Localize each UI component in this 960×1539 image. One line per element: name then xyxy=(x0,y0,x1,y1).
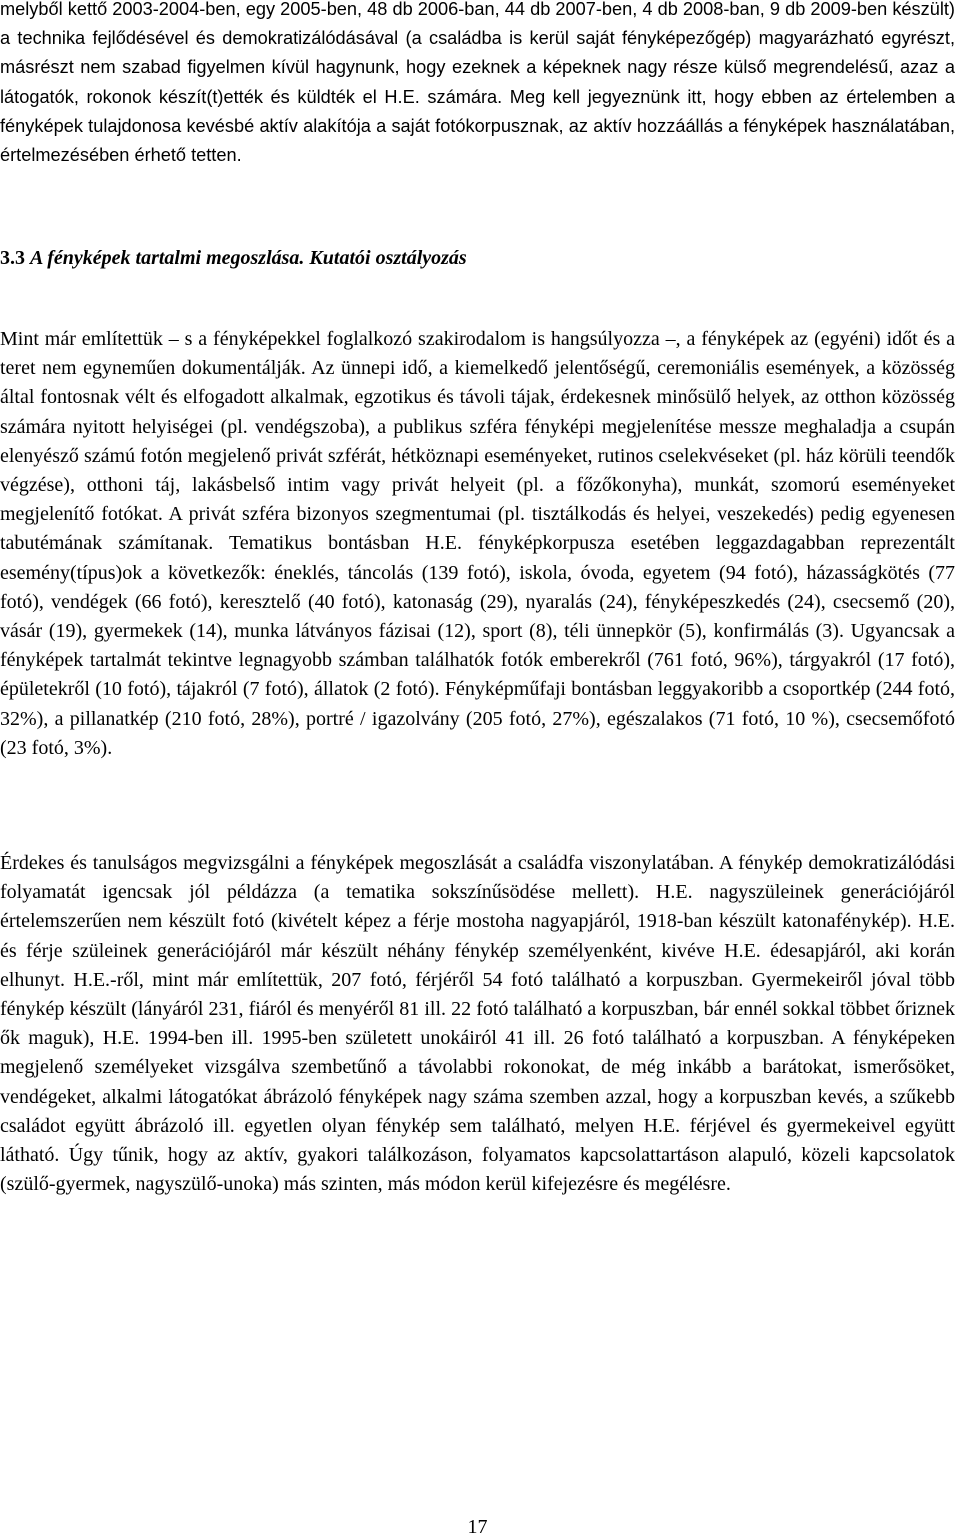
body-paragraph-1: Mint már említettük – s a fényképekkel foglalkozó szakirodalom is hangsúlyozza –, a fényképek az (egyéni) időt és a teret nem egyneműen dokumentálják. Az ünnepi idő, a kiemelkedő jelentőségű, ceremoniális események, a közösség által fontosnak vélt és elfogadott alkalmak, egzotikus és távoli tájak, érdekesnek minősülő helyek, az otthon közösség számára nyitott helyiségei (pl. vendégszoba), a publikus szféra fényképi megjelenítése messze meghaladja a csupán elenyésző számú fotón megjelenő privát szférát, hétköznapi eseményeket, rutinos cselekvéseket (pl. ház körüli teendők végzése), otthoni táj, lakásbelső intim vagy privát helyeit (pl. a főzőkonyha), munkát, szomorú eseményeket megjelenítő fotókat. A privát szféra bizonyos szegmentumai (pl. tisztálkodás és helyei, veszekedés) pedig egyenesen tabutémának számítanak. Tematikus bontásban H.E. fényképkorpusza esetében leggazdagabban reprezentált esemény(típus)ok a következők: éneklés, táncolás (139 fotó), iskola, óvoda, egyetem (94 fotó), házasságkötés (77 fotó), vendégek (66 fotó), keresztelő (40 fotó), katonaság (29), nyaralás (24), fényképeszkedés (24), csecsemő (20), vásár (19), gyermekek (14), munka látványos fázisai (12), sport (8), téli ünnepkör (5), konfirmálás (3). Ugyancsak a fényképek tartalmát tekintve legnagyobb számban találhatók fotók emberekről (761 fotó, 96%), tárgyakról (17 fotó), épületekről (10 fotó), tájakról (7 fotó), állatok (2 fotó). Fényképműfaji bontásban leggyakoribb a csoportkép (244 fotó, 32%), a pillanatkép (210 fotó, 28%), portré / igazolvány (205 fotó, 27%), egészalakos (71 fotó, 10 %), csecsemőfotó (23 fotó, 3%). xyxy=(0,328,955,759)
section-title: A fényképek tartalmi megoszlása. Kutatói osztályozás xyxy=(30,247,467,269)
intro-paragraph: melyből kettő 2003-2004-ben, egy 2005-ben, 48 db 2006-ban, 44 db 2007-ben, 4 db 2008-ban, 9 db 2009-ben készült) a technika fejlődésével és demokratizálódásával (a családba is kerül saját fényképezőgép) magyarázható egyrészt, másrészt nem szabad figyelmen kívül hagynunk, hogy ezeknek a képeknek nagy része külső megrendelésű, azaz a látogatók, rokonok készít(t)ették és küldték el H.E. számára. Meg kell jegyeznünk itt, hogy ebben az értelemben a fényképek tulajdonosa kevésbé aktív alakítója a saját fotókorpusznak, az aktív hozzáállás a fényképek használatában, értelmezésében érhető tetten. xyxy=(0,0,955,166)
section-number: 3.3 xyxy=(0,247,30,269)
section-heading xyxy=(0,244,467,272)
page-number: 17 xyxy=(467,1516,488,1538)
body-paragraph-2: Érdekes és tanulságos megvizsgálni a fényképek megoszlását a családfa viszonylatában. A fénykép demokratizálódási folyamatát igencsak jól példázza (a tematika sokszínűsödése mellett). H.E. nagyszüleinek generációjáról értelemszerűen nem készült fotó (kivételt képez a férje mostoha nagyapjáról, 1918-ban készült katonafénykép). H.E. és férje szüleinek generációjáról már készült néhány fénykép személyenként, kivéve H.E. édesapjáról, aki korán elhunyt. H.E.-ről, mint már említettük, 207 fotó, férjéről 54 fotó található a korpuszban. Gyermekeiről jóval több fénykép készült (lányáról 231, fiáról és menyéről 81 ill. 22 fotó található a korpuszban, bár ennél sokkal többet őriznek ők maguk), H.E. 1994-ben ill. 1995-ben született unokáiról 41 ill. 26 fotó található a korpuszban. A fényképeken megjelenő személyeket vizsgálva szembetűnő a távolabbi rokonokat, de még inkább a barátokat, ismerősöket, vendégeket, alkalmi látogatókat ábrázoló fényképek nagy száma szemben azzal, hogy a korpuszban kevés, a szűkebb családot együtt ábrázoló ill. egyetlen olyan fénykép sem található, melyen H.E. férjével és gyermekeivel együtt látható. Úgy tűnik, hogy az aktív, gyakori találkozáson, folyamatos kapcsolattartáson alapuló, közeli kapcsolatok (szülő-gyermek, nagyszülő-unoka) más szinten, más módon kerül kifejezésre és megélésre. xyxy=(0,852,955,1196)
